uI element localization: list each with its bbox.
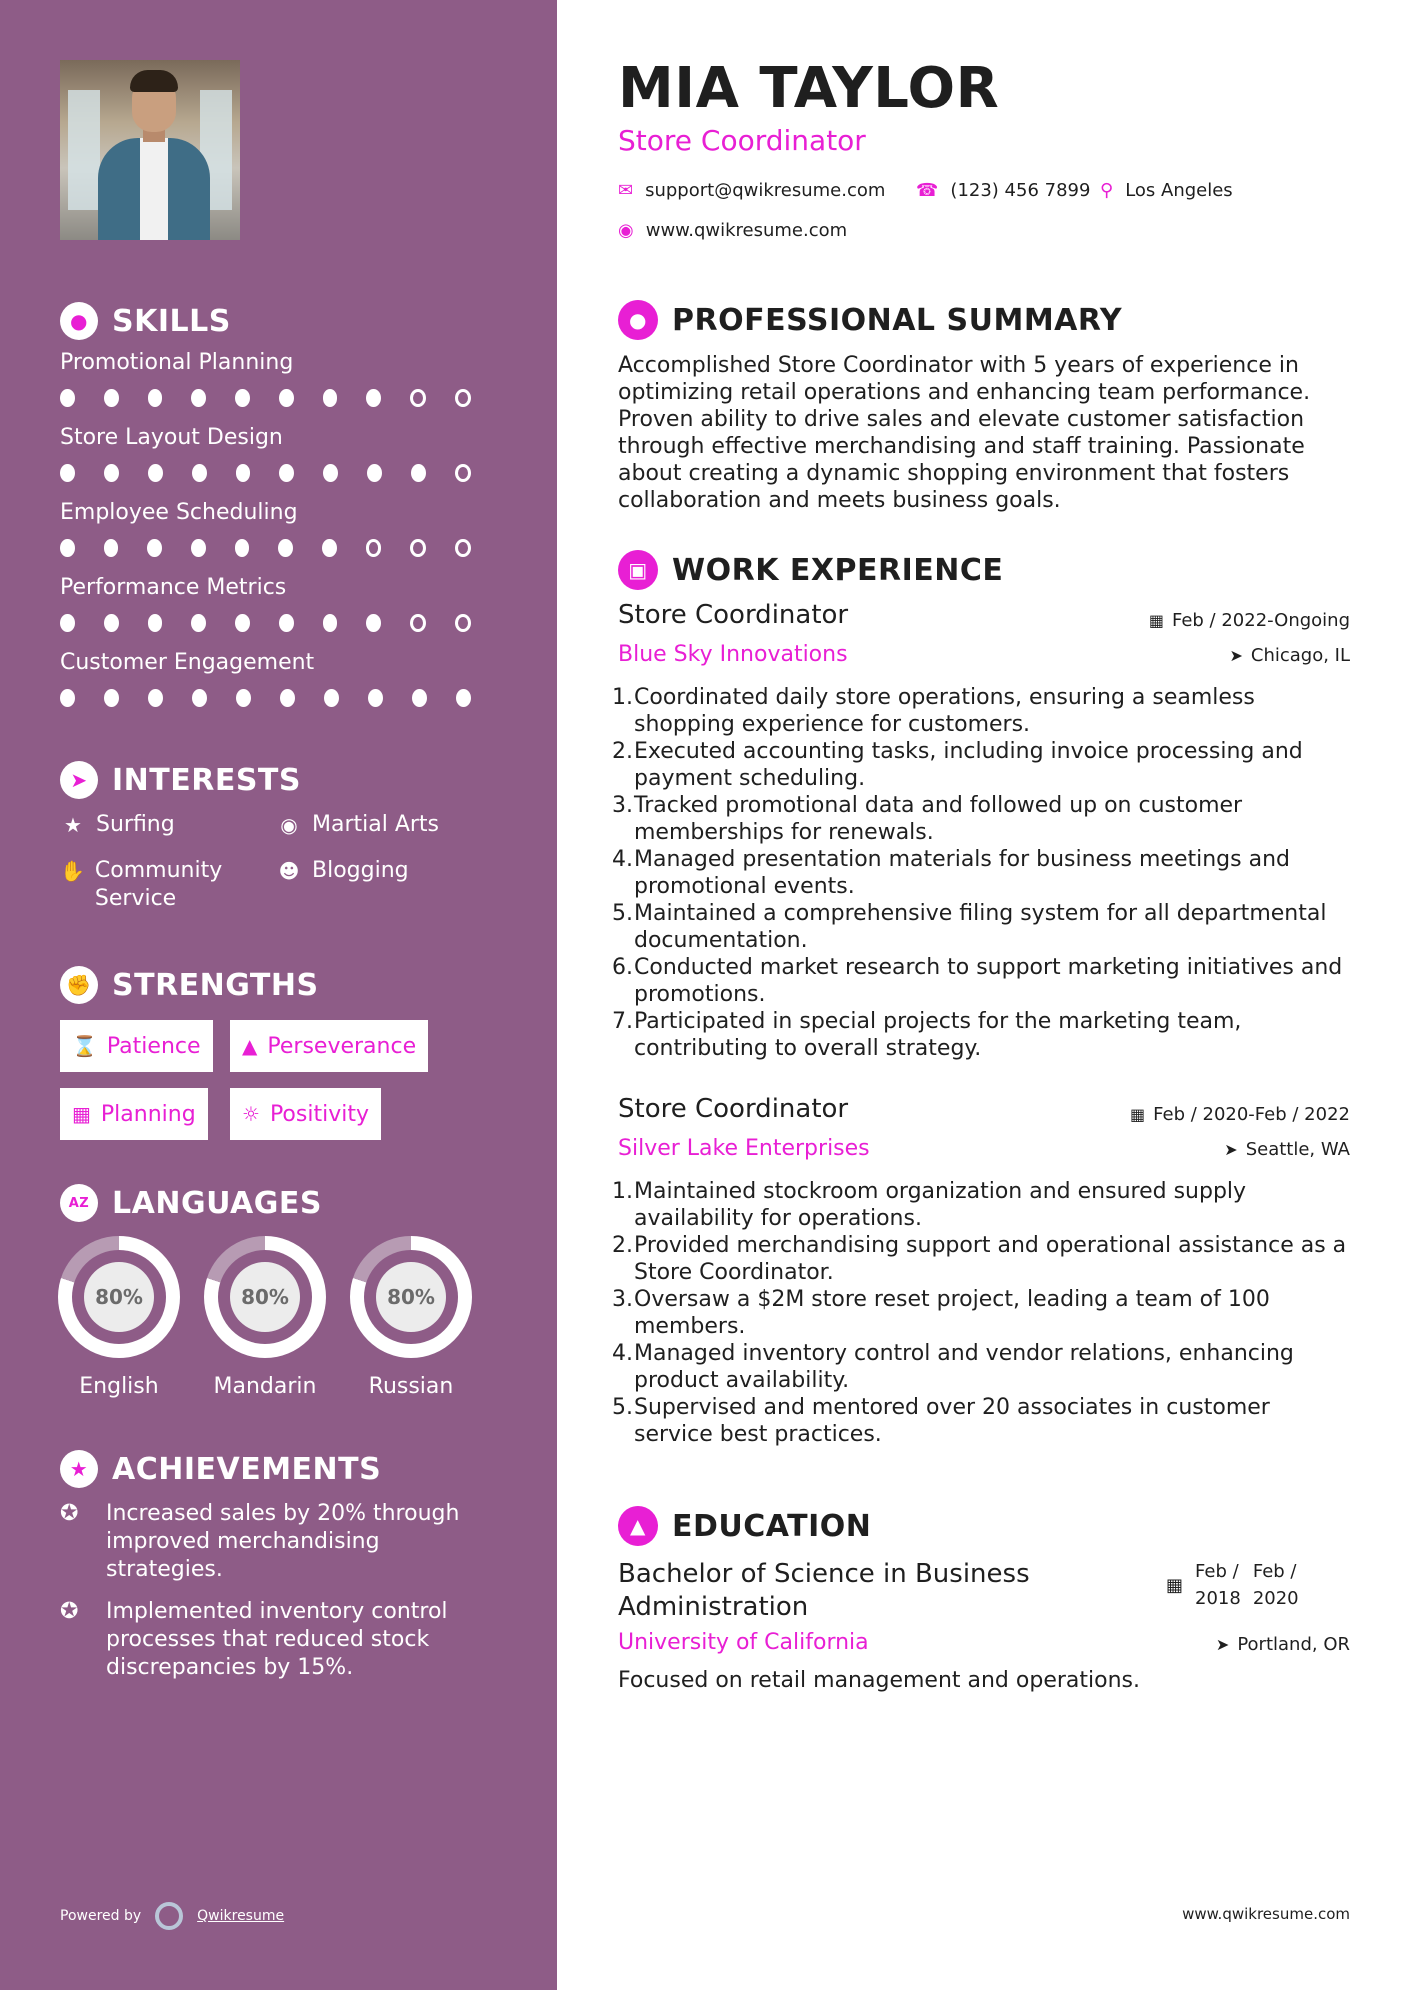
rating-dot bbox=[455, 389, 471, 407]
rating-dot bbox=[368, 689, 383, 707]
achievements-heading: ★ ACHIEVEMENTS bbox=[60, 1450, 381, 1488]
mountain-icon: ▲ bbox=[242, 1034, 258, 1058]
skill-rating bbox=[60, 614, 500, 632]
languages-heading: AZ LANGUAGES bbox=[60, 1184, 322, 1222]
rating-dot bbox=[324, 689, 339, 707]
degree-title: Bachelor of Science in Business Administration bbox=[618, 1559, 1030, 1622]
rating-dot bbox=[455, 539, 471, 557]
globe-icon: ◉ bbox=[618, 220, 634, 241]
job-dates: ▦ Feb / 2022-Ongoing bbox=[1148, 610, 1350, 631]
skill-rating bbox=[60, 389, 500, 407]
rating-dot bbox=[192, 464, 207, 482]
achievement-item: ✪ Implemented inventory control processes that reduced stock discrepancies by 15%. bbox=[60, 1599, 448, 1680]
calendar-icon: ▦ bbox=[1130, 1105, 1146, 1124]
rating-dot bbox=[236, 464, 251, 482]
school-name: University of California bbox=[618, 1630, 869, 1655]
language-percent: 80% bbox=[84, 1262, 154, 1332]
rating-dot bbox=[279, 464, 294, 482]
rating-dot bbox=[280, 689, 295, 707]
interest-item: ◉ Martial Arts bbox=[276, 811, 439, 839]
skill-name: Customer Engagement bbox=[60, 650, 315, 675]
job-dates: ▦ Feb / 2020-Feb / 2022 bbox=[1130, 1104, 1350, 1125]
language-percent: 80% bbox=[230, 1262, 300, 1332]
skill-item bbox=[60, 350, 500, 407]
achievement-item: ✪ Increased sales by 20% through improved merchandising strategies. bbox=[60, 1501, 460, 1582]
skill-name: Employee Scheduling bbox=[60, 500, 298, 525]
skill-name: Performance Metrics bbox=[60, 575, 287, 600]
pin-icon: ➤ bbox=[1215, 1635, 1230, 1654]
candidate-name: MIA TAYLOR bbox=[618, 56, 1000, 121]
lightbulb-icon: ● bbox=[60, 302, 98, 340]
education-dates: ▦ Feb / 2018 Feb / 2020 bbox=[1166, 1558, 1299, 1612]
rating-dot bbox=[191, 389, 206, 407]
language-progress-ring bbox=[58, 1236, 180, 1358]
language-progress-ring bbox=[350, 1236, 472, 1358]
skill-name: Promotional Planning bbox=[60, 350, 294, 375]
strength-tag: ▦ Planning bbox=[60, 1088, 208, 1140]
job-bullet-list bbox=[612, 1178, 1352, 1448]
summary-text: Accomplished Store Coordinator with 5 years of experience in optimizing retail operations and enhancing team performance. Proven ability to drive sales and elevate customer satisfaction through effective merchandising and staff training. Passionate about creating a dynamic shopping environment that fosters collaboration and meets business goals. bbox=[618, 353, 1311, 513]
rating-dot bbox=[410, 614, 426, 632]
rating-dot bbox=[412, 689, 427, 707]
skill-item bbox=[60, 650, 500, 707]
job-title: Store Coordinator bbox=[618, 1094, 849, 1124]
rating-dot bbox=[455, 464, 471, 482]
fist-icon: ✊ bbox=[60, 966, 98, 1004]
qwikresume-logo-icon bbox=[155, 1902, 183, 1930]
rating-dot bbox=[60, 689, 75, 707]
sun-icon: ☼ bbox=[242, 1102, 260, 1126]
language-icon: AZ bbox=[60, 1184, 98, 1222]
strength-tag: ☼ Positivity bbox=[230, 1088, 381, 1140]
rating-dot bbox=[279, 389, 294, 407]
language-item bbox=[204, 1236, 326, 1399]
footer-url[interactable]: www.qwikresume.com bbox=[1182, 1905, 1350, 1923]
job-company: Blue Sky Innovations bbox=[618, 642, 848, 667]
rating-dot bbox=[323, 389, 338, 407]
user-icon: ● bbox=[618, 300, 658, 340]
job-bullet: 2. Provided merchandising support and operational assistance as a Store Coordinator. bbox=[612, 1233, 1347, 1285]
rating-dot bbox=[278, 539, 293, 557]
rating-dot bbox=[148, 614, 163, 632]
strength-tag: ▲ Perseverance bbox=[230, 1020, 428, 1072]
shooting-star-icon: ✪ bbox=[60, 1599, 79, 1624]
education-heading: ▲ EDUCATION bbox=[618, 1506, 871, 1546]
star-icon: ★ bbox=[64, 813, 82, 837]
phone-icon: ☎ bbox=[916, 180, 939, 201]
rating-dot bbox=[148, 689, 163, 707]
rating-dot bbox=[411, 464, 426, 482]
globe-icon: ◉ bbox=[280, 813, 298, 837]
star-badge-icon: ★ bbox=[60, 1450, 98, 1488]
rating-dot bbox=[367, 464, 382, 482]
experience-heading: ▣ WORK EXPERIENCE bbox=[618, 550, 1003, 590]
interest-item: ✋ Community Service bbox=[60, 858, 223, 911]
contact-location: ⚲ Los Angeles bbox=[1100, 180, 1233, 201]
calendar-icon: ▦ bbox=[72, 1102, 91, 1126]
rating-dot bbox=[366, 614, 381, 632]
rating-dot bbox=[191, 539, 206, 557]
job-location: ➤ Seattle, WA bbox=[1224, 1139, 1350, 1160]
skill-name: Store Layout Design bbox=[60, 425, 283, 450]
language-name: Mandarin bbox=[213, 1374, 317, 1399]
rating-dot bbox=[410, 389, 426, 407]
job-bullet: 1. Maintained stockroom organization and ensured supply availability for operations. bbox=[612, 1179, 1247, 1231]
rating-dot bbox=[191, 614, 206, 632]
skill-rating bbox=[60, 464, 500, 482]
rating-dot bbox=[236, 689, 251, 707]
contact-email[interactable]: ✉ support@qwikresume.com bbox=[618, 180, 886, 201]
skills-heading: ● SKILLS bbox=[60, 302, 231, 340]
rating-dot bbox=[60, 464, 75, 482]
job-bullet: 4. Managed inventory control and vendor relations, enhancing product availability. bbox=[612, 1341, 1294, 1393]
rating-dot bbox=[323, 614, 338, 632]
graduation-cap-icon: ▲ bbox=[618, 1506, 658, 1546]
hourglass-icon: ⌛ bbox=[72, 1034, 97, 1058]
language-item bbox=[350, 1236, 472, 1399]
job-bullet: 7. Participated in special projects for the marketing team, contributing to overall strategy. bbox=[612, 1009, 1242, 1061]
rating-dot bbox=[104, 389, 119, 407]
interests-heading: ➤ INTERESTS bbox=[60, 761, 301, 799]
rating-dot bbox=[60, 539, 75, 557]
skill-rating bbox=[60, 539, 500, 557]
skill-item bbox=[60, 575, 500, 632]
rating-dot bbox=[366, 539, 382, 557]
hand-icon: ✋ bbox=[60, 859, 85, 883]
skill-item bbox=[60, 425, 500, 482]
rating-dot bbox=[322, 539, 337, 557]
rating-dot bbox=[104, 614, 119, 632]
rating-dot bbox=[60, 389, 75, 407]
calendar-icon: ▦ bbox=[1166, 1575, 1184, 1596]
job-company: Silver Lake Enterprises bbox=[618, 1136, 870, 1161]
skill-item bbox=[60, 500, 500, 557]
interest-item: ☻ Blogging bbox=[276, 857, 409, 885]
rating-dot bbox=[104, 464, 119, 482]
contact-website[interactable]: ◉ www.qwikresume.com bbox=[618, 220, 848, 241]
rating-dot bbox=[192, 689, 207, 707]
rating-dot bbox=[410, 539, 426, 557]
paper-plane-icon: ➤ bbox=[60, 761, 98, 799]
powered-by: Powered by Qwikresume bbox=[60, 1902, 284, 1930]
interest-item: ★ Surfing bbox=[60, 811, 175, 839]
language-progress-ring bbox=[204, 1236, 326, 1358]
job-bullet: 4. Managed presentation materials for business meetings and promotional events. bbox=[612, 847, 1290, 899]
envelope-icon: ✉ bbox=[618, 180, 634, 201]
rating-dot bbox=[366, 389, 381, 407]
language-item bbox=[58, 1236, 180, 1399]
rating-dot bbox=[104, 539, 119, 557]
job-bullet: 2. Executed accounting tasks, including invoice processing and payment scheduling. bbox=[612, 739, 1303, 791]
qwikresume-link[interactable]: Qwikresume bbox=[197, 1908, 285, 1924]
rating-dot bbox=[235, 614, 250, 632]
rating-dot bbox=[104, 689, 119, 707]
language-name: English bbox=[79, 1374, 159, 1399]
education-location: ➤ Portland, OR bbox=[1215, 1634, 1350, 1655]
calendar-icon: ▦ bbox=[1148, 611, 1164, 630]
rating-dot bbox=[323, 464, 338, 482]
rating-dot bbox=[235, 389, 250, 407]
briefcase-icon: ▣ bbox=[618, 550, 658, 590]
job-bullet: 5. Maintained a comprehensive filing system for all departmental documentation. bbox=[612, 901, 1327, 953]
strengths-heading: ✊ STRENGTHS bbox=[60, 966, 319, 1004]
pin-icon: ➤ bbox=[1224, 1140, 1238, 1159]
rating-dot bbox=[148, 464, 163, 482]
job-bullet: 3. Oversaw a $2M store reset project, leading a team of 100 members. bbox=[612, 1287, 1270, 1339]
rating-dot bbox=[147, 539, 162, 557]
users-icon: ☻ bbox=[278, 859, 300, 883]
education-description: Focused on retail management and operations. bbox=[618, 1668, 1140, 1693]
rating-dot bbox=[279, 614, 294, 632]
pin-icon: ➤ bbox=[1229, 646, 1243, 665]
job-bullet: 5. Supervised and mentored over 20 associates in customer service best practices. bbox=[612, 1395, 1270, 1447]
rating-dot bbox=[60, 614, 75, 632]
rating-dot bbox=[148, 389, 163, 407]
job-bullet-list bbox=[612, 684, 1352, 1062]
map-pin-icon: ⚲ bbox=[1100, 180, 1114, 201]
job-bullet: 3. Tracked promotional data and followed up on customer memberships for renewals. bbox=[612, 793, 1243, 845]
job-title: Store Coordinator bbox=[618, 600, 849, 630]
rating-dot bbox=[455, 614, 471, 632]
shooting-star-icon: ✪ bbox=[60, 1501, 79, 1526]
contact-phone[interactable]: ☎ (123) 456 7899 bbox=[916, 180, 1091, 201]
skill-rating bbox=[60, 689, 500, 707]
strength-tag: ⌛ Patience bbox=[60, 1020, 213, 1072]
rating-dot bbox=[235, 539, 250, 557]
rating-dot bbox=[456, 689, 471, 707]
summary-heading: ● PROFESSIONAL SUMMARY bbox=[618, 300, 1122, 340]
sidebar bbox=[0, 0, 557, 1990]
candidate-role: Store Coordinator bbox=[618, 124, 866, 157]
job-location: ➤ Chicago, IL bbox=[1229, 645, 1350, 666]
job-bullet: 6. Conducted market research to support marketing initiatives and promotions. bbox=[612, 955, 1343, 1007]
language-name: Russian bbox=[368, 1374, 454, 1399]
job-bullet: 1. Coordinated daily store operations, ensuring a seamless shopping experience for customers. bbox=[612, 685, 1255, 737]
profile-photo bbox=[60, 60, 240, 240]
language-percent: 80% bbox=[376, 1262, 446, 1332]
